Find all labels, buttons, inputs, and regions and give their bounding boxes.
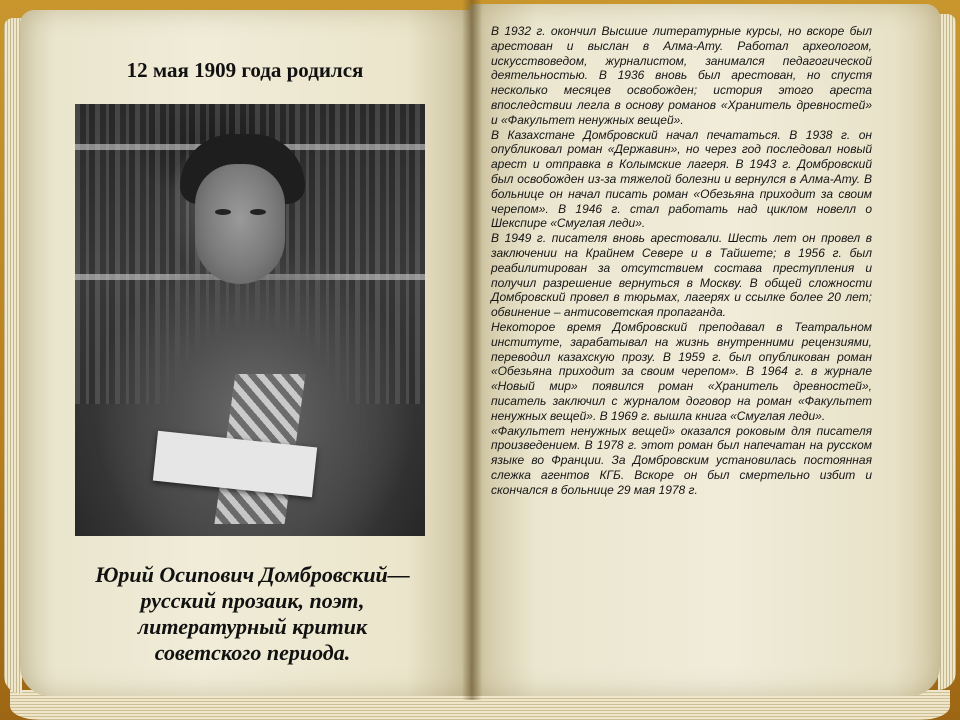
birth-date-heading: 12 мая 1909 года родился: [126, 58, 364, 82]
photo-face: [195, 164, 285, 284]
author-description: [60, 562, 445, 666]
biography-paragraph: В Казахстане Домбровский начал печататься. В 1938 г. он опубликовал роман «Державин», но через год последовал новый арест и отправка в Колымские лагеря. В 1943 г. Домбровский был освобожден из-за тяжелой болезни и вернулся в Алма-Ату. В больнице он начал писать роман «Обезьяна приходит за своим черепом». В 1946 г. стал работать над циклом новелл о Шекспире «Смуглая леди».: [491, 127, 872, 231]
author-name-line: Юрий Осипович Домбровский—: [95, 562, 410, 587]
book-spine: [462, 0, 482, 700]
author-description-line: русский прозаик, поэт,: [140, 588, 365, 613]
photo-eye: [250, 209, 266, 215]
author-description-line: литературный критик: [137, 614, 368, 639]
book-right-edge: [938, 14, 956, 690]
biography-paragraph: «Факультет ненужных вещей» оказался роковым для писателя произведением. В 1978 г. этот роман был напечатан на русском языке во Франции. За Домбровским установилась постоянная слежка агентов КГБ. Вскоре он был смертельно избит и скончался в больнице 29 мая 1978 г.: [491, 423, 872, 497]
biography-paragraph: В 1949 г. писателя вновь арестовали. Шесть лет он провел в заключении на Крайнем Севере и в Тайшете; в 1956 г. был реабилитирован за отсутствием состава преступления и получил разрешение вернуться в Москву. В общей сложности Домбровский провел в тюрьмах, лагерях и ссылке более 20 лет; обвинение – антисоветская пропаганда.: [491, 231, 872, 320]
biography-paragraph: В 1932 г. окончил Высшие литературные курсы, но вскоре был арестован и выслан в Алма-Ату. Работал археологом, искусствоведом, журналистом, занимался педагогической деятельностью. В 1936 вновь был арестован, но спустя несколько месяцев освобожден; история этого ареста впоследствии легла в основу романов «Хранитель древностей» и «Факультет ненужных вещей».: [491, 24, 872, 127]
author-description-line: советского периода.: [154, 640, 351, 665]
photo-eye: [215, 209, 231, 215]
author-portrait-photo: [75, 104, 425, 536]
biography-paragraph: Некоторое время Домбровский преподавал в Театральном институте, зарабатывал на жизнь внутренними рецензиями, переводил казахскую прозу. В 1959 г. был опубликован роман «Обезьяна приходит за своим черепом». В 1964 г. в журнале «Новый мир» появился роман «Хранитель древностей», писатель заключил с журналом договор на роман «Факультет ненужных вещей». В 1969 г. вышла книга «Смуглая леди».: [491, 319, 872, 423]
biography-text: [491, 24, 872, 498]
